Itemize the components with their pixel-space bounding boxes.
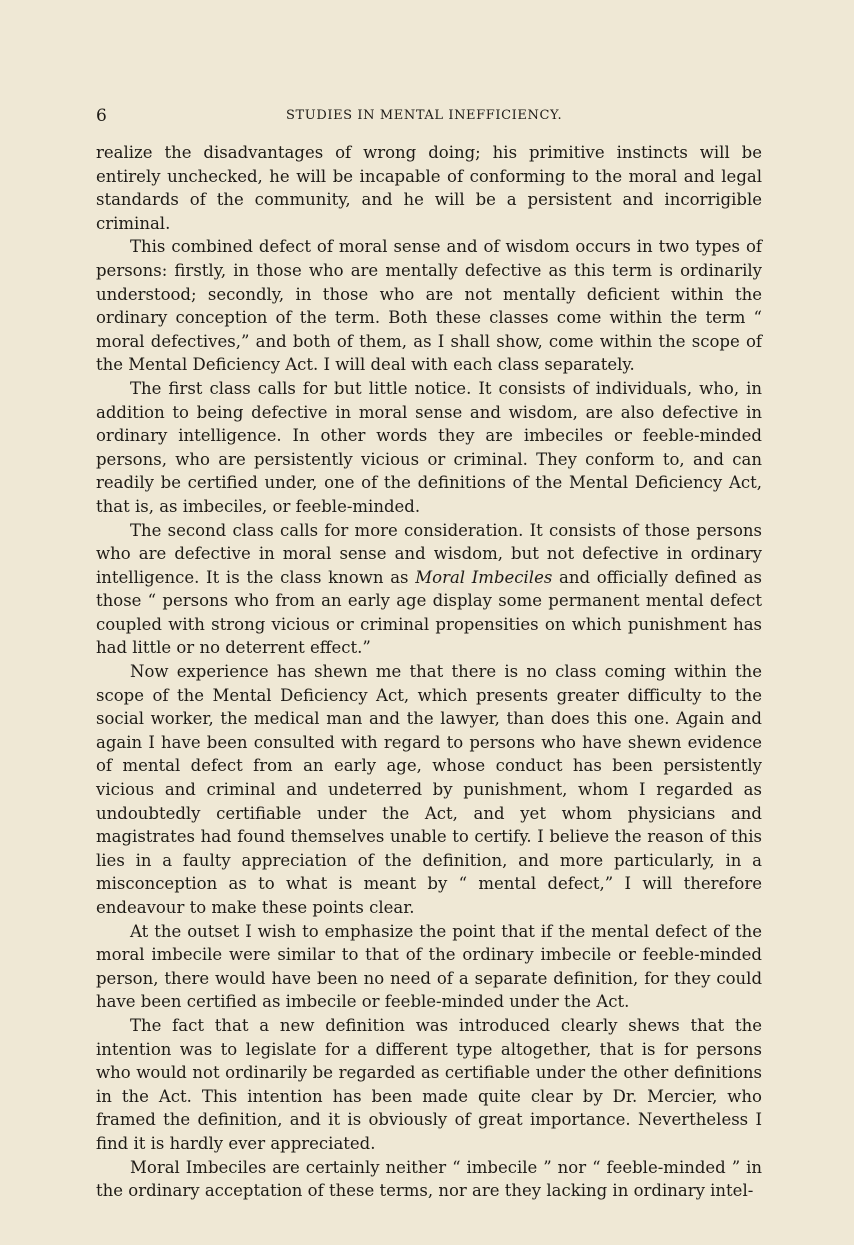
moral-imbeciles-italic: Moral Imbeciles: [415, 567, 553, 587]
paragraph-4: [96, 519, 762, 661]
paragraph-7: The fact that a new definition was introduced clearly shews that the intention was to legislate for a different type altogether, that is for persons who would not ordinarily be regarded as certifiable under the other definitions in the Act. This intention has been made quite clear by Dr. Mercier, who framed the definition, and it is obviously of great importance. Nevertheless I find it is hardly ever appreciated.: [96, 1015, 762, 1153]
paragraph-4-text-before: The second class calls for more consideration. It consists of those persons who are defective in moral sense and wisdom, but not defective in ordinary intelligence. It is the class known as: [96, 520, 762, 587]
paragraph-4-text-after: and officially defined as those “ persons who from an early age display some permanent mental defect coupled with strong vicious or criminal propensities on which punishment has had little or no deterrent effect.”: [96, 567, 762, 658]
running-head: [96, 106, 762, 130]
paragraph-2: This combined defect of moral sense and of wisdom occurs in two types of persons: firstly, in those who are mentally defective as this term is ordinarily understood; secondly, in those who are not mentally deficient within the ordinary conception of the term. Both these classes come within the term “ moral defectives,” and both of them, as I shall show, come within the scope of the Mental Deficiency Act. I will deal with each class separately.: [96, 237, 762, 375]
paragraph-8: Moral Imbeciles are certainly neither “ imbecile ” nor “ feeble-minded ” in the ordinary acceptation of these terms, nor are they lacking in ordinary intel-: [96, 1157, 762, 1201]
page-number: 6: [96, 106, 107, 126]
paragraph-1: realize the disadvantages of wrong doing; his primitive instincts will be entirely unchecked, he will be incapable of conforming to the moral and legal standards of the community, and he will be a persistent and incorrigible criminal.: [96, 143, 762, 233]
paragraph-5: Now experience has shewn me that there is no class coming within the scope of the Mental Deficiency Act, which presents greater difficulty to the social worker, the medical man and the lawyer, than does this one. Again and again I have been consulted with regard to persons who have shewn evidence of mental defect from an early age, whose conduct has been persistently vicious and criminal and undeterred by punishment, whom I regarded as undoubtedly certifiable under the Act, and yet whom physicians and magistrates had found themselves unable to certify. I believe the reason of this lies in a faulty appreciation of the definition, and more particularly, in a misconception as to what is meant by “ mental defect,” I will therefore endeavour to make these points clear.: [96, 662, 762, 917]
body-text: [96, 141, 762, 1203]
paragraph-3: The first class calls for but little notice. It consists of individuals, who, in addition to being defective in moral sense and wisdom, are also defective in ordinary intelligence. In other words they are imbeciles or feeble-minded persons, who are persistently vicious or criminal. They conform to, and can readily be certified under, one of the definitions of the Mental Deficiency Act, that is, as imbeciles, or feeble-minded.: [96, 378, 762, 516]
paragraph-6: At the outset I wish to emphasize the point that if the mental defect of the moral imbecile were similar to that of the ordinary imbecile or feeble-minded person, there would have been no need of a separate definition, for they could have been certified as imbecile or feeble-minded under the Act.: [96, 921, 762, 1012]
running-title: STUDIES IN MENTAL INEFFICIENCY.: [286, 108, 563, 123]
